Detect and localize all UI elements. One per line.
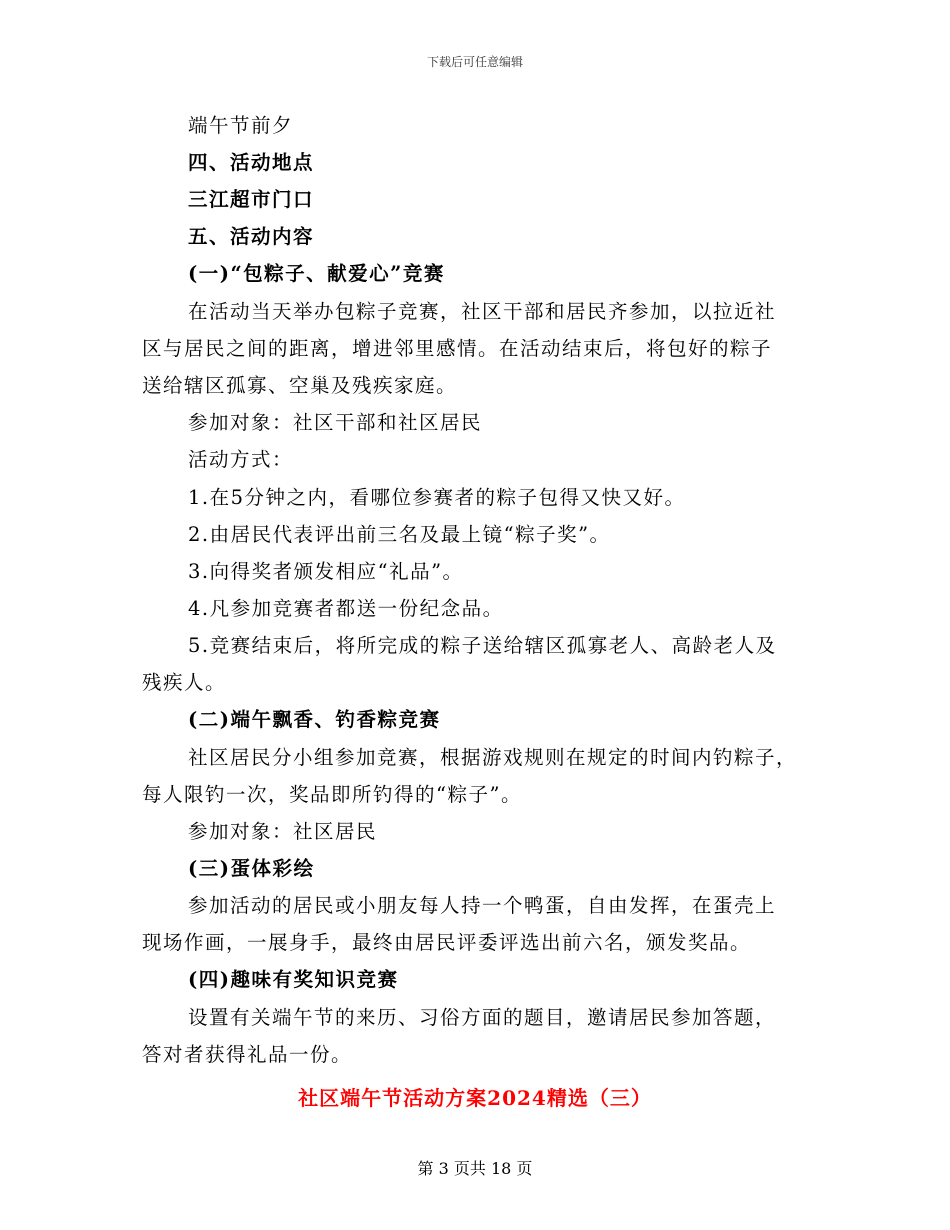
- list-item: 残疾人。: [142, 671, 227, 694]
- paragraph-line: 区与居民之间的距离，增进邻里感情。在活动结束后，将包好的粽子: [142, 337, 773, 360]
- list-item: 4.凡参加竞赛者都送一份纪念品。: [188, 597, 504, 620]
- text-line: 参加对象：社区居民: [188, 820, 378, 843]
- paragraph-line: 参加活动的居民或小朋友每人持一个鸭蛋，自由发挥，在蛋壳上: [188, 894, 777, 917]
- paragraph-line: 每人限钓一次，奖品即所钓得的“粽子”。: [142, 783, 522, 806]
- subsection-heading: (三)蛋体彩绘: [188, 857, 315, 880]
- subsection-heading: (二)端午飘香、钓香粽竞赛: [188, 708, 441, 731]
- subsection-heading: (四)趣味有奖知识竞赛: [188, 968, 399, 991]
- page-header: 下载后可任意编辑: [426, 55, 523, 69]
- section-title: 社区端午节活动方案2024精选（三）: [298, 1086, 652, 1110]
- list-item: 2.由居民代表评出前三名及最上镜“粽子奖”。: [188, 523, 611, 546]
- paragraph-line: 在活动当天举办包粽子竞赛，社区干部和居民齐参加，以拉近社: [188, 300, 777, 323]
- paragraph-line: 设置有关端午节的来历、习俗方面的题目，邀请居民参加答题，: [188, 1006, 777, 1029]
- section-heading: 四、活动地点: [188, 151, 315, 174]
- text-line: 端午节前夕: [188, 114, 294, 137]
- list-item: 3.向得奖者颁发相应“礼品”。: [188, 560, 464, 583]
- paragraph-line: 答对者获得礼品一份。: [142, 1043, 353, 1066]
- list-item: 1.在5分钟之内，看哪位参赛者的粽子包得又快又好。: [188, 486, 686, 509]
- text-line: 活动方式：: [188, 448, 294, 471]
- paragraph-line: 送给辖区孤寡、空巢及残疾家庭。: [142, 374, 458, 397]
- subsection-heading: (一)“包粽子、献爱心”竞赛: [188, 262, 445, 285]
- section-heading: 五、活动内容: [188, 225, 315, 248]
- paragraph-line: 社区居民分小组参加竞赛，根据游戏规则在规定的时间内钓粽子，: [188, 746, 798, 769]
- paragraph-line: 现场作画，一展身手，最终由居民评委评选出前六名，颁发奖品。: [142, 931, 752, 954]
- list-item: 5.竞赛结束后，将所完成的粽子送给辖区孤寡老人、高龄老人及: [188, 634, 777, 657]
- page-footer: 第 3 页共 18 页: [417, 1159, 533, 1178]
- text-line: 参加对象：社区干部和社区居民: [188, 411, 483, 434]
- text-line: 三江超市门口: [188, 188, 315, 211]
